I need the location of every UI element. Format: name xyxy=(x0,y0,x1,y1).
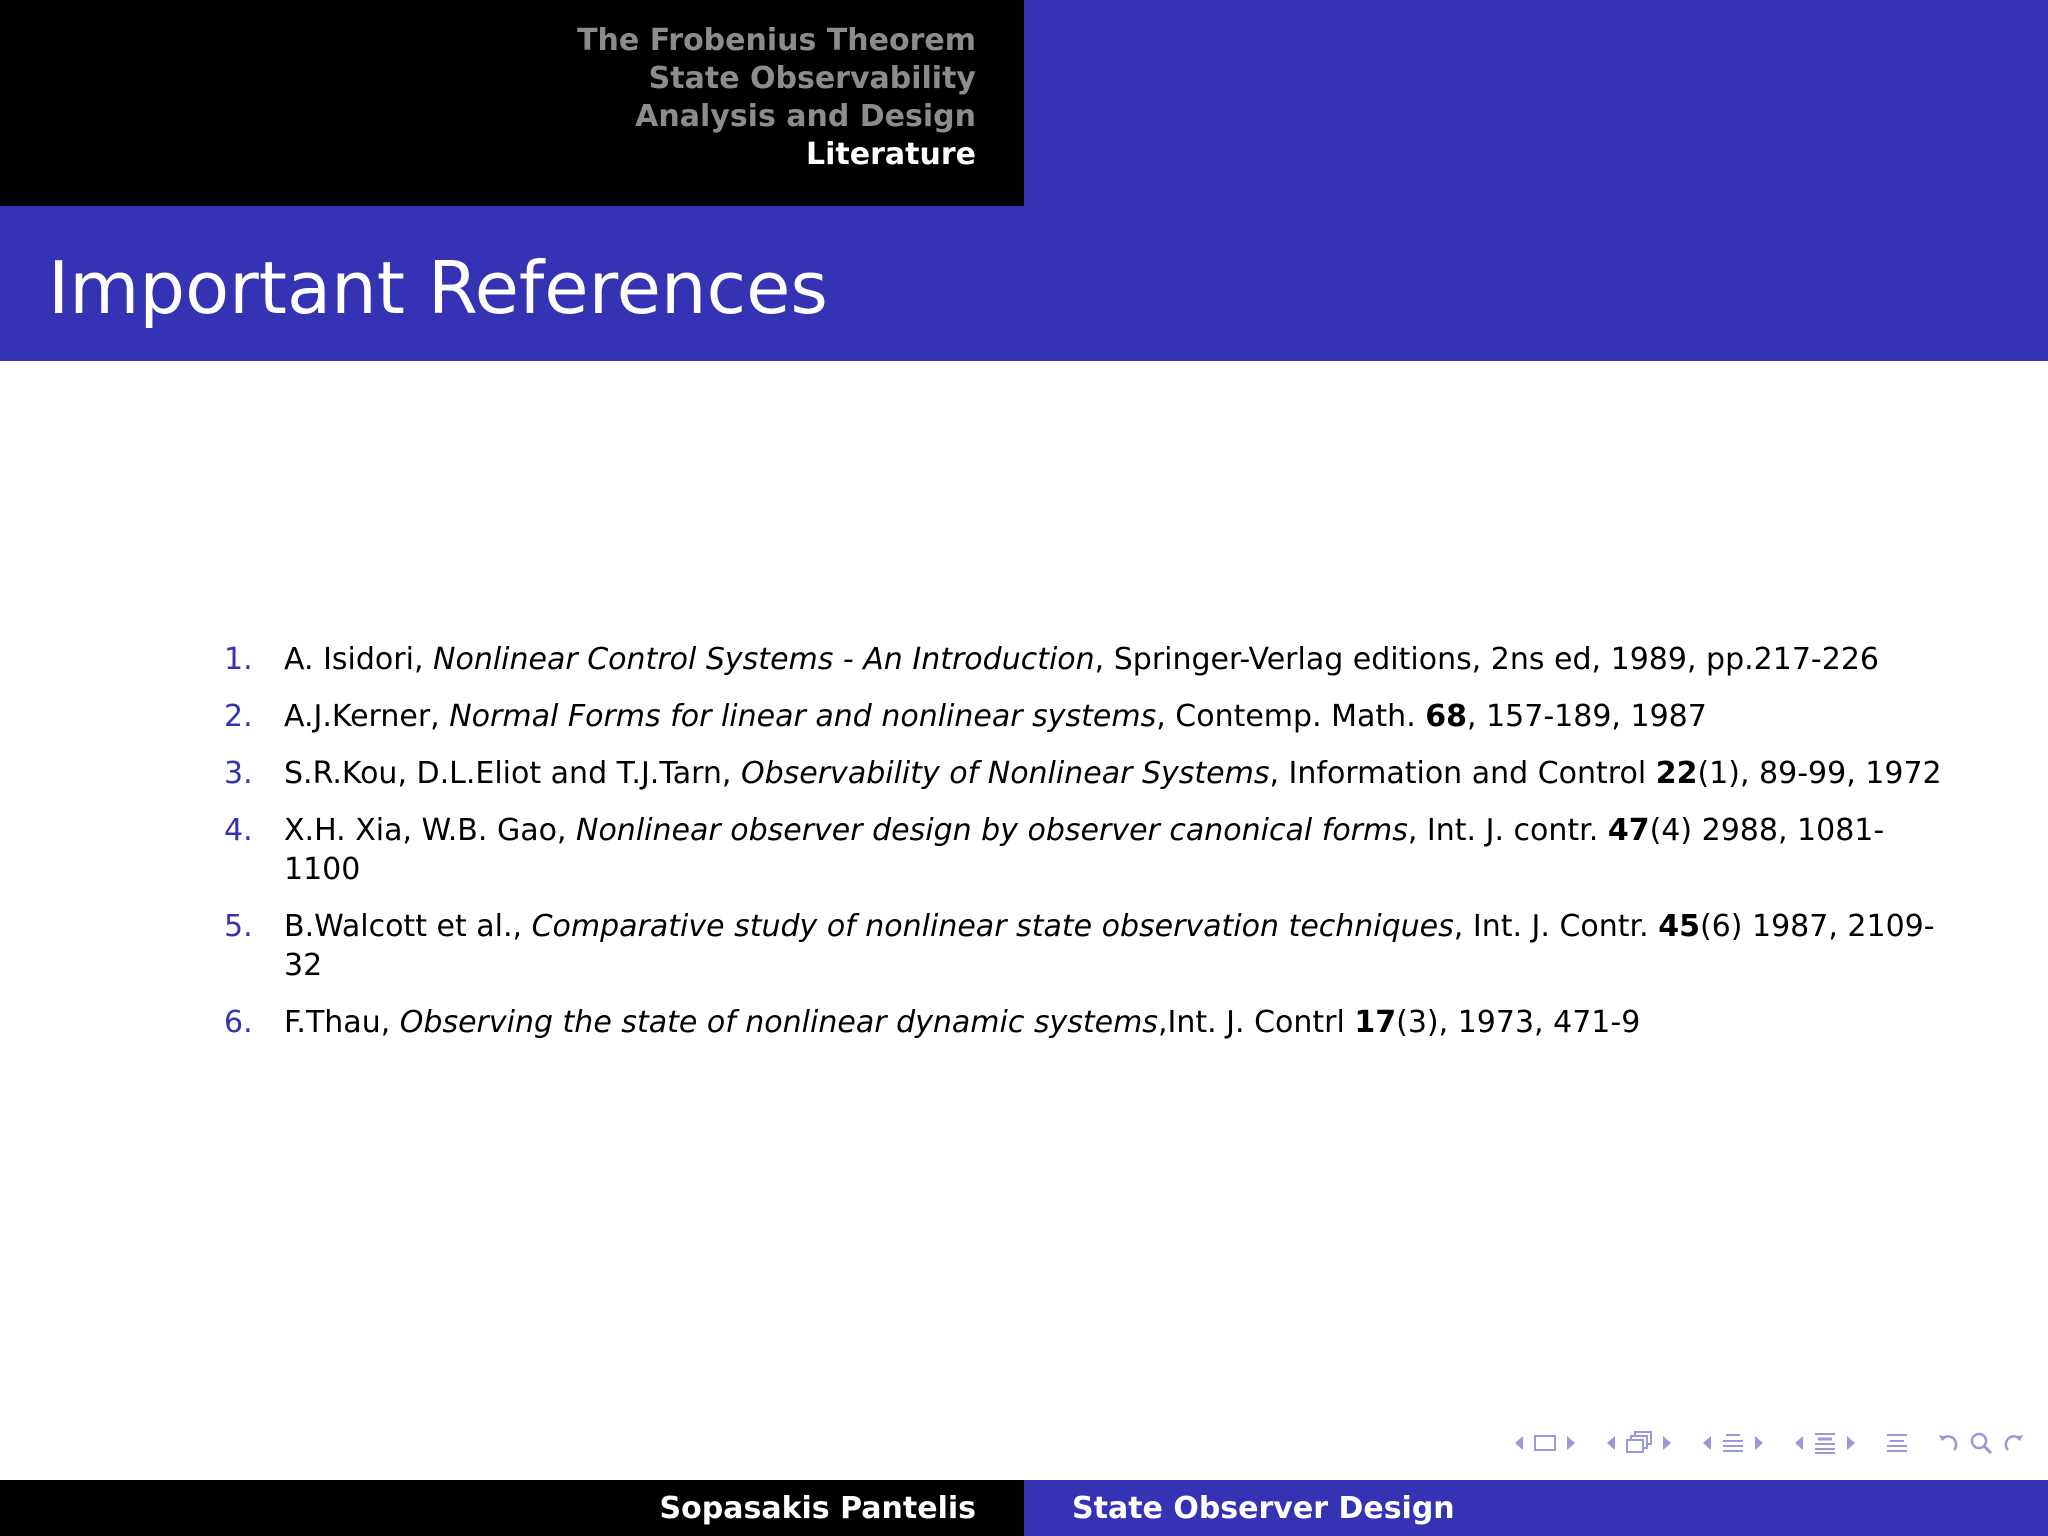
redo-icon[interactable] xyxy=(2000,1430,2026,1456)
search-icon[interactable] xyxy=(1968,1430,1994,1456)
reference-title: Comparative study of nonlinear state observation techniques xyxy=(531,909,1454,944)
slide-nav-icon[interactable] xyxy=(1812,1431,1838,1455)
reference-details: (3), 1973, 471-9 xyxy=(1396,1005,1641,1040)
reference-details: (4) 2988, 1081-1100 xyxy=(284,813,1885,887)
reference-number: 5. xyxy=(224,909,253,944)
reference-authors: A. Isidori, xyxy=(284,642,434,677)
reference-number: 2. xyxy=(224,699,253,734)
navigation-symbols xyxy=(1512,1430,2026,1456)
reference-text xyxy=(284,811,1944,889)
undo-icon[interactable] xyxy=(1936,1430,1962,1456)
reference-title: Observability of Nonlinear Systems xyxy=(740,756,1270,791)
reference-authors: B.Walcott et al., xyxy=(284,909,532,944)
subsection-nav-group xyxy=(1604,1430,1674,1456)
reference-details: (1), 89-99, 1972 xyxy=(1697,756,1942,791)
document-nav-icon[interactable] xyxy=(1884,1431,1910,1455)
reference-details: (6) 1987, 2109-32 xyxy=(284,909,1935,983)
reference-item xyxy=(224,907,1944,985)
footer-talk-title: State Observer Design xyxy=(1072,1491,1455,1526)
arrow-right-icon[interactable] xyxy=(1844,1433,1858,1453)
reference-text xyxy=(284,640,1944,679)
reference-text xyxy=(284,1003,1944,1042)
reference-item xyxy=(224,1003,1944,1042)
nav-section-frobenius[interactable]: The Frobenius Theorem xyxy=(577,23,976,58)
arrow-left-icon[interactable] xyxy=(1604,1433,1618,1453)
arrow-right-icon[interactable] xyxy=(1752,1433,1766,1453)
footer-author: Sopasakis Pantelis xyxy=(659,1491,976,1526)
header-left-panel xyxy=(0,0,1024,206)
nav-section-analysis-design[interactable]: Analysis and Design xyxy=(635,99,976,134)
footer-left-panel xyxy=(0,1480,1024,1536)
frame-title-bar xyxy=(0,206,2048,361)
reference-source: , Springer-Verlag editions, 2ns ed, 1989, pp.217-226 xyxy=(1094,642,1880,677)
reference-number: 1. xyxy=(224,642,253,677)
reference-authors: X.H. Xia, W.B. Gao, xyxy=(284,813,577,848)
reference-source: , Int. J. Contr. xyxy=(1453,909,1659,944)
slide-nav-group xyxy=(1792,1431,1858,1455)
reference-text xyxy=(284,907,1944,985)
reference-source: ,Int. J. Contrl xyxy=(1157,1005,1355,1040)
arrow-left-icon[interactable] xyxy=(1792,1433,1806,1453)
reference-title: Normal Forms for linear and nonlinear systems xyxy=(449,699,1157,734)
reference-authors: A.J.Kerner, xyxy=(284,699,450,734)
frame-nav-group xyxy=(1512,1432,1578,1454)
section-nav-icon[interactable] xyxy=(1720,1431,1746,1455)
reference-source: , Information and Control xyxy=(1269,756,1656,791)
reference-authors: F.Thau, xyxy=(284,1005,400,1040)
reference-item xyxy=(224,754,1944,793)
reference-item xyxy=(224,811,1944,889)
reference-volume: 17 xyxy=(1354,1005,1397,1040)
arrow-left-icon[interactable] xyxy=(1512,1433,1526,1453)
reference-title: Nonlinear observer design by observer canonical forms xyxy=(576,813,1408,848)
reference-volume: 47 xyxy=(1607,813,1650,848)
reference-number: 3. xyxy=(224,756,253,791)
reference-number: 6. xyxy=(224,1005,253,1040)
section-navigation xyxy=(577,22,976,174)
nav-section-literature[interactable]: Literature xyxy=(806,137,976,172)
search-nav-group xyxy=(1936,1430,2026,1456)
reference-source: , Contemp. Math. xyxy=(1156,699,1426,734)
reference-title: Nonlinear Control Systems - An Introduction xyxy=(433,642,1095,677)
subsection-nav-icon[interactable] xyxy=(1624,1430,1654,1456)
frame-title: Important References xyxy=(48,246,828,330)
reference-volume: 68 xyxy=(1425,699,1468,734)
reference-number: 4. xyxy=(224,813,253,848)
reference-item xyxy=(224,640,1944,679)
nav-section-observability[interactable]: State Observability xyxy=(648,61,976,96)
arrow-left-icon[interactable] xyxy=(1700,1433,1714,1453)
arrow-right-icon[interactable] xyxy=(1564,1433,1578,1453)
reference-item xyxy=(224,697,1944,736)
footer-right-panel xyxy=(1024,1480,2048,1536)
arrow-right-icon[interactable] xyxy=(1660,1433,1674,1453)
reference-list xyxy=(224,640,1944,1060)
reference-volume: 22 xyxy=(1655,756,1698,791)
section-nav-group xyxy=(1700,1431,1766,1455)
reference-text xyxy=(284,754,1944,793)
header-right-panel xyxy=(1024,0,2048,206)
reference-authors: S.R.Kou, D.L.Eliot and T.J.Tarn, xyxy=(284,756,741,791)
reference-source: , Int. J. contr. xyxy=(1407,813,1608,848)
reference-details: , 157-189, 1987 xyxy=(1467,699,1707,734)
reference-volume: 45 xyxy=(1658,909,1700,944)
reference-title: Observing the state of nonlinear dynamic systems xyxy=(399,1005,1158,1040)
frame-nav-icon[interactable] xyxy=(1532,1432,1558,1454)
reference-text xyxy=(284,697,1944,736)
